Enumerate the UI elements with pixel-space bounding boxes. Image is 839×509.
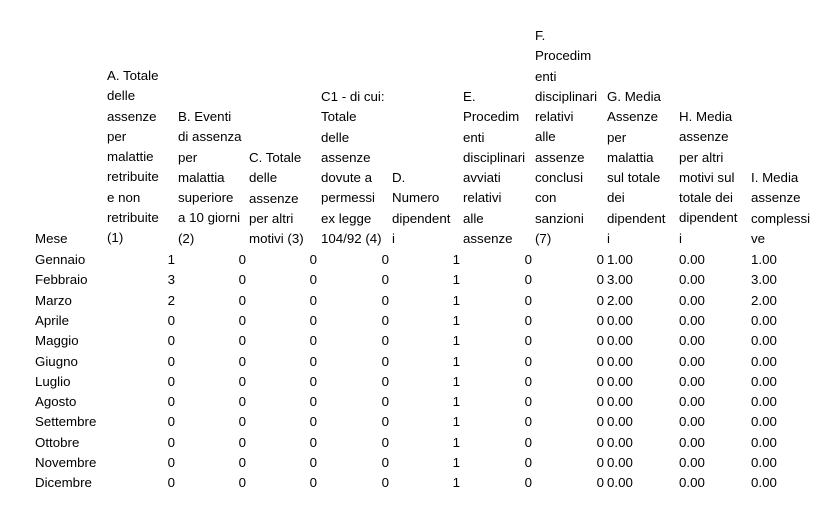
- cell-i: 3.00: [751, 272, 777, 288]
- cell-c1: 0: [381, 434, 389, 450]
- cell-c: 0: [309, 414, 317, 430]
- cell-f: 0: [596, 455, 604, 470]
- cell-a: 0: [167, 455, 175, 470]
- cell-b: 0: [238, 414, 246, 430]
- header-i-media-complessive: I. Media assenze complessi ve: [751, 170, 811, 246]
- cell-mese: Settembre: [35, 414, 97, 430]
- cell-b: 0: [238, 252, 246, 267]
- cell-i: 0.00: [751, 373, 777, 389]
- cell-c: 0: [309, 455, 317, 470]
- cell-a: 0: [167, 475, 175, 491]
- cell-c: 0: [309, 373, 317, 389]
- cell-i: 0.00: [751, 414, 777, 430]
- cell-b: 0: [238, 292, 246, 308]
- cell-g: 0.00: [607, 455, 633, 470]
- cell-mese: Aprile: [35, 312, 69, 328]
- cell-d: 1: [452, 353, 460, 369]
- cell-h: 0.00: [679, 373, 705, 389]
- cell-d: 1: [452, 434, 460, 450]
- header-f-procedimenti-conclusi: F. Procedim enti disciplinari relativi alle assenze conclusi con sanzioni (7): [535, 28, 598, 246]
- cell-b: 0: [238, 333, 246, 349]
- cell-e: 0: [524, 475, 532, 491]
- cell-h: 0.00: [679, 353, 705, 369]
- cell-b: 0: [238, 272, 246, 288]
- cell-mese: Febbraio: [35, 272, 88, 288]
- cell-c: 0: [309, 353, 317, 369]
- cell-mese: Novembre: [35, 455, 97, 470]
- cell-g: 0.00: [607, 414, 633, 430]
- cell-c: 0: [309, 272, 317, 288]
- table-row: [0, 352, 839, 372]
- cell-a: 0: [167, 353, 175, 369]
- table-row: [0, 311, 839, 331]
- cell-i: 1.00: [751, 252, 777, 267]
- cell-e: 0: [524, 434, 532, 450]
- cell-f: 0: [596, 434, 604, 450]
- cell-d: 1: [452, 333, 460, 349]
- cell-h: 0.00: [679, 333, 705, 349]
- cell-a: 3: [167, 272, 175, 288]
- table-row: [0, 453, 839, 473]
- cell-mese: Ottobre: [35, 434, 80, 450]
- cell-i: 0.00: [751, 312, 777, 328]
- cell-g: 0.00: [607, 333, 633, 349]
- header-d-numero-dipendenti: D. Numero dipendent i: [392, 170, 451, 246]
- cell-d: 1: [452, 272, 460, 288]
- cell-c1: 0: [381, 394, 389, 410]
- cell-h: 0.00: [679, 455, 705, 470]
- header-g-media-malattia: G. Media Assenze per malattia sul totale dei dipendent i: [607, 89, 666, 247]
- cell-c1: 0: [381, 292, 389, 308]
- cell-mese: Dicembre: [35, 475, 92, 491]
- cell-e: 0: [524, 455, 532, 470]
- cell-c: 0: [309, 252, 317, 267]
- cell-mese: Maggio: [35, 333, 79, 349]
- header-mese: Mese: [35, 231, 68, 246]
- cell-i: 0.00: [751, 455, 777, 470]
- cell-f: 0: [596, 414, 604, 430]
- cell-d: 1: [452, 252, 460, 267]
- cell-f: 0: [596, 394, 604, 410]
- cell-h: 0.00: [679, 414, 705, 430]
- cell-b: 0: [238, 394, 246, 410]
- table-row: [0, 331, 839, 351]
- cell-g: 0.00: [607, 373, 633, 389]
- cell-d: 1: [452, 394, 460, 410]
- cell-e: 0: [524, 312, 532, 328]
- cell-g: 1.00: [607, 252, 633, 267]
- cell-g: 0.00: [607, 475, 633, 491]
- cell-h: 0.00: [679, 475, 705, 491]
- cell-b: 0: [238, 434, 246, 450]
- cell-c: 0: [309, 333, 317, 349]
- header-c1-permessi-104: C1 - di cui: Totale delle assenze dovute a permessi ex legge 104/92 (4): [321, 89, 385, 247]
- cell-d: 1: [452, 292, 460, 308]
- cell-c1: 0: [381, 252, 389, 267]
- cell-g: 0.00: [607, 312, 633, 328]
- cell-a: 0: [167, 434, 175, 450]
- cell-f: 0: [596, 252, 604, 267]
- cell-d: 1: [452, 475, 460, 491]
- cell-e: 0: [524, 252, 532, 267]
- cell-d: 1: [452, 373, 460, 389]
- cell-g: 0.00: [607, 434, 633, 450]
- cell-c1: 0: [381, 475, 389, 491]
- header-b-eventi-assenza: B. Eventi di assenza per malattia superiore a 10 giorni (2): [178, 109, 242, 246]
- table-row: [0, 433, 839, 453]
- cell-c: 0: [309, 434, 317, 450]
- table-row: [0, 291, 839, 311]
- cell-b: 0: [238, 312, 246, 328]
- cell-g: 2.00: [607, 292, 633, 308]
- cell-c1: 0: [381, 333, 389, 349]
- cell-e: 0: [524, 333, 532, 349]
- cell-c1: 0: [381, 414, 389, 430]
- cell-e: 0: [524, 414, 532, 430]
- cell-f: 0: [596, 312, 604, 328]
- cell-b: 0: [238, 353, 246, 369]
- cell-c: 0: [309, 475, 317, 491]
- cell-a: 0: [167, 414, 175, 430]
- cell-g: 0.00: [607, 394, 633, 410]
- cell-c1: 0: [381, 272, 389, 288]
- cell-e: 0: [524, 353, 532, 369]
- cell-mese: Marzo: [35, 292, 72, 308]
- cell-c: 0: [309, 394, 317, 410]
- cell-i: 0.00: [751, 434, 777, 450]
- cell-f: 0: [596, 292, 604, 308]
- table-row: [0, 392, 839, 412]
- cell-a: 0: [167, 373, 175, 389]
- cell-i: 0.00: [751, 475, 777, 491]
- cell-h: 0.00: [679, 292, 705, 308]
- cell-e: 0: [524, 373, 532, 389]
- cell-c1: 0: [381, 312, 389, 328]
- cell-e: 0: [524, 272, 532, 288]
- cell-d: 1: [452, 312, 460, 328]
- cell-e: 0: [524, 292, 532, 308]
- header-e-procedimenti-avviati: E. Procedim enti disciplinari avviati relativi alle assenze: [463, 89, 526, 247]
- cell-f: 0: [596, 373, 604, 389]
- header-c-totale-altri-motivi: C. Totale delle assenze per altri motivi (3): [249, 150, 304, 247]
- cell-d: 1: [452, 455, 460, 470]
- cell-c: 0: [309, 292, 317, 308]
- cell-f: 0: [596, 353, 604, 369]
- cell-i: 0.00: [751, 394, 777, 410]
- cell-b: 0: [238, 455, 246, 470]
- table-row: [0, 250, 839, 270]
- cell-c1: 0: [381, 353, 389, 369]
- cell-h: 0.00: [679, 434, 705, 450]
- cell-mese: Agosto: [35, 394, 77, 410]
- cell-h: 0.00: [679, 312, 705, 328]
- header-a-totale-assenze-malattie: A. Totale delle assenze per malattie retribuite e non retribuite (1): [107, 68, 159, 246]
- cell-a: 1: [167, 252, 175, 267]
- cell-i: 0.00: [751, 353, 777, 369]
- cell-f: 0: [596, 272, 604, 288]
- cell-d: 1: [452, 414, 460, 430]
- cell-c1: 0: [381, 455, 389, 470]
- cell-a: 2: [167, 292, 175, 308]
- cell-e: 0: [524, 394, 532, 410]
- cell-f: 0: [596, 475, 604, 491]
- cell-a: 0: [167, 394, 175, 410]
- cell-mese: Luglio: [35, 373, 71, 389]
- cell-a: 0: [167, 312, 175, 328]
- table-row: [0, 473, 839, 493]
- cell-h: 0.00: [679, 272, 705, 288]
- cell-mese: Giugno: [35, 353, 78, 369]
- table-row: [0, 270, 839, 290]
- cell-c: 0: [309, 312, 317, 328]
- cell-b: 0: [238, 373, 246, 389]
- cell-h: 0.00: [679, 394, 705, 410]
- cell-i: 2.00: [751, 292, 777, 308]
- table-row: [0, 412, 839, 432]
- header-h-media-altri-motivi: H. Media assenze per altri motivi sul totale dei dipendent i: [679, 109, 738, 246]
- cell-b: 0: [238, 475, 246, 491]
- cell-a: 0: [167, 333, 175, 349]
- cell-g: 0.00: [607, 353, 633, 369]
- cell-h: 0.00: [679, 252, 705, 267]
- cell-mese: Gennaio: [35, 252, 86, 267]
- cell-g: 3.00: [607, 272, 633, 288]
- table-row: [0, 372, 839, 392]
- cell-c1: 0: [381, 373, 389, 389]
- cell-i: 0.00: [751, 333, 777, 349]
- cell-f: 0: [596, 333, 604, 349]
